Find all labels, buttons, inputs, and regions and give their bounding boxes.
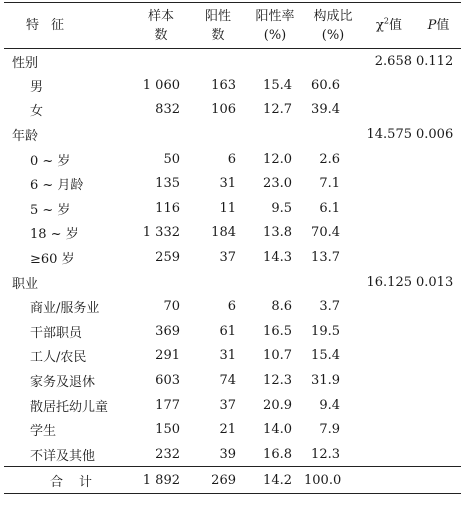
cell-p <box>416 417 461 442</box>
cell-p: 0.112 <box>416 53 454 69</box>
row-label: 家务及退休 <box>30 375 96 391</box>
table-row <box>4 196 461 221</box>
cell-chi2: 2.658 <box>374 53 412 69</box>
cell-ratio: 39.4 <box>311 102 340 118</box>
cell-samples: 259 <box>155 250 180 266</box>
cell-samples: 1 060 <box>142 77 180 93</box>
cell-chi2 <box>362 245 416 270</box>
cell-rate: 14.3 <box>263 250 292 266</box>
cell-positive: 37 <box>219 250 236 266</box>
row-label: ≥60 岁 <box>30 252 75 268</box>
cell-rate: 13.8 <box>263 225 292 241</box>
cell-chi2 <box>362 344 416 369</box>
cell-chi2 <box>362 196 416 221</box>
cell-p <box>416 221 461 246</box>
header-feature: 特征 <box>4 3 132 49</box>
table-group-row <box>4 122 461 147</box>
table-row <box>4 368 461 393</box>
cell-chi2 <box>362 319 416 344</box>
cell-positive <box>190 270 246 295</box>
cell-samples: 832 <box>155 102 180 118</box>
cell-ratio: 15.4 <box>311 348 340 364</box>
cell-ratio: 19.5 <box>311 323 340 339</box>
cell-ratio: 7.9 <box>319 422 340 438</box>
row-label: 合计 <box>4 467 132 494</box>
table-group-row <box>4 49 461 74</box>
cell-chi2 <box>362 368 416 393</box>
cell-rate: 12.7 <box>263 102 292 118</box>
cell-chi2: 16.125 <box>366 274 412 290</box>
table-row <box>4 294 461 319</box>
cell-rate: 10.7 <box>263 348 292 364</box>
cell-rate: 12.0 <box>263 151 292 167</box>
table-group-row <box>4 270 461 295</box>
cell-rate <box>246 49 304 74</box>
cell-p <box>416 98 461 123</box>
cell-rate: 14.2 <box>246 467 304 494</box>
table-row <box>4 98 461 123</box>
header-samples <box>132 3 190 49</box>
header-positive-line2: 数 <box>211 27 225 43</box>
cell-chi2 <box>362 442 416 467</box>
row-label: 女 <box>30 104 44 120</box>
cell-rate: 20.9 <box>263 397 292 413</box>
cell-samples <box>132 49 190 74</box>
cell-samples: 135 <box>155 176 180 192</box>
table-row <box>4 147 461 172</box>
cell-p <box>416 294 461 319</box>
cell-positive: 184 <box>211 225 236 241</box>
table-row <box>4 393 461 418</box>
row-label: 职业 <box>12 276 39 292</box>
cell-chi2 <box>362 393 416 418</box>
header-p-symbol: P <box>427 18 437 33</box>
cell-ratio: 31.9 <box>311 373 340 389</box>
cell-ratio: 7.1 <box>319 176 340 192</box>
cell-positive <box>190 122 246 147</box>
row-label: 商业/服务业 <box>30 301 100 317</box>
cell-p <box>416 368 461 393</box>
table-row <box>4 73 461 98</box>
cell-samples: 232 <box>155 446 180 462</box>
table-total-row <box>4 467 461 494</box>
cell-ratio <box>304 270 362 295</box>
cell-rate <box>246 122 304 147</box>
row-label: 不详及其他 <box>30 448 96 464</box>
cell-positive <box>190 49 246 74</box>
cell-chi2: 14.575 <box>366 127 412 143</box>
cell-p <box>416 147 461 172</box>
cell-samples: 177 <box>155 397 180 413</box>
cell-positive: 31 <box>219 348 236 364</box>
row-label: 0 ~ 岁 <box>30 153 71 169</box>
row-label: 18 ~ 岁 <box>30 227 79 243</box>
row-label: 学生 <box>30 424 57 440</box>
header-samples-line2: 数 <box>154 27 168 43</box>
row-label: 年龄 <box>12 129 39 145</box>
header-rate-line1: 阳性率 <box>255 8 295 24</box>
cell-chi2 <box>362 221 416 246</box>
cell-p <box>416 73 461 98</box>
cell-positive: 163 <box>211 77 236 93</box>
table-body <box>4 49 461 494</box>
cell-p: 0.006 <box>416 127 454 143</box>
header-chi-symbol: χ <box>376 18 384 33</box>
cell-ratio: 12.3 <box>311 446 340 462</box>
table-row <box>4 417 461 442</box>
header-rate <box>246 3 304 49</box>
cell-chi2 <box>362 98 416 123</box>
cell-positive: 74 <box>219 373 236 389</box>
cell-ratio: 9.4 <box>319 397 340 413</box>
header-samples-line1: 样本 <box>147 8 174 24</box>
cell-p: 0.013 <box>416 274 454 290</box>
cell-positive: 37 <box>219 397 236 413</box>
cell-positive: 11 <box>219 200 236 216</box>
cell-p <box>416 393 461 418</box>
header-p-suffix: 值 <box>436 18 450 33</box>
cell-samples: 603 <box>155 373 180 389</box>
cell-samples: 70 <box>163 299 180 315</box>
cell-positive: 39 <box>219 446 236 462</box>
cell-chi2 <box>362 417 416 442</box>
cell-positive: 106 <box>211 102 236 118</box>
table-row <box>4 344 461 369</box>
header-positive-line1: 阳性 <box>204 8 231 24</box>
row-label: 男 <box>30 79 44 95</box>
table-row <box>4 442 461 467</box>
cell-samples: 50 <box>163 151 180 167</box>
cell-p <box>416 467 461 494</box>
row-label: 5 ~ 岁 <box>30 202 71 218</box>
cell-samples <box>132 270 190 295</box>
table-row <box>4 221 461 246</box>
cell-p <box>416 442 461 467</box>
header-ratio-line1: 构成比 <box>313 8 353 24</box>
cell-chi2 <box>362 467 416 494</box>
cell-rate: 16.5 <box>263 323 292 339</box>
cell-p <box>416 344 461 369</box>
cell-ratio: 60.6 <box>311 77 340 93</box>
cell-positive: 6 <box>227 299 236 315</box>
cell-ratio: 13.7 <box>311 250 340 266</box>
cell-positive: 269 <box>190 467 246 494</box>
cell-samples: 150 <box>155 422 180 438</box>
cell-chi2 <box>362 171 416 196</box>
cell-positive: 31 <box>219 176 236 192</box>
cell-chi2 <box>362 73 416 98</box>
cell-samples: 369 <box>155 323 180 339</box>
cell-rate: 23.0 <box>263 176 292 192</box>
row-label: 性别 <box>12 55 39 71</box>
row-label: 干部职员 <box>30 325 83 341</box>
statistics-table <box>4 2 461 494</box>
table-header <box>4 3 461 49</box>
cell-ratio: 2.6 <box>319 151 340 167</box>
row-label: 工人/农民 <box>30 350 87 366</box>
cell-ratio: 70.4 <box>311 225 340 241</box>
header-positive <box>190 3 246 49</box>
cell-p <box>416 196 461 221</box>
cell-positive: 61 <box>219 323 236 339</box>
cell-rate: 9.5 <box>271 200 292 216</box>
cell-samples: 116 <box>155 200 180 216</box>
cell-p <box>416 245 461 270</box>
cell-samples: 1 892 <box>132 467 190 494</box>
cell-rate <box>246 270 304 295</box>
cell-ratio <box>304 122 362 147</box>
header-ratio-line2: (%) <box>321 27 345 43</box>
cell-rate: 15.4 <box>263 77 292 93</box>
cell-ratio: 100.0 <box>304 467 362 494</box>
cell-samples: 291 <box>155 348 180 364</box>
header-rate-line2: (%) <box>263 27 287 43</box>
cell-rate: 8.6 <box>271 299 292 315</box>
cell-positive: 21 <box>219 422 236 438</box>
cell-samples <box>132 122 190 147</box>
table-row <box>4 245 461 270</box>
header-chi-sup: 2 <box>383 16 389 26</box>
cell-ratio: 6.1 <box>319 200 340 216</box>
header-chi2 <box>362 3 416 49</box>
cell-p <box>416 319 461 344</box>
cell-ratio: 3.7 <box>319 299 340 315</box>
table-row <box>4 319 461 344</box>
cell-rate: 12.3 <box>263 373 292 389</box>
cell-chi2 <box>362 147 416 172</box>
cell-positive: 6 <box>227 151 236 167</box>
cell-rate: 14.0 <box>263 422 292 438</box>
cell-ratio <box>304 49 362 74</box>
row-label: 6 ~ 月龄 <box>30 178 84 194</box>
header-p <box>416 3 461 49</box>
table-row <box>4 171 461 196</box>
header-ratio <box>304 3 362 49</box>
cell-p <box>416 171 461 196</box>
row-label: 散居托幼儿童 <box>30 399 109 415</box>
cell-rate: 16.8 <box>263 446 292 462</box>
header-chi-suffix: 值 <box>388 18 402 33</box>
cell-chi2 <box>362 294 416 319</box>
cell-samples: 1 332 <box>142 225 180 241</box>
